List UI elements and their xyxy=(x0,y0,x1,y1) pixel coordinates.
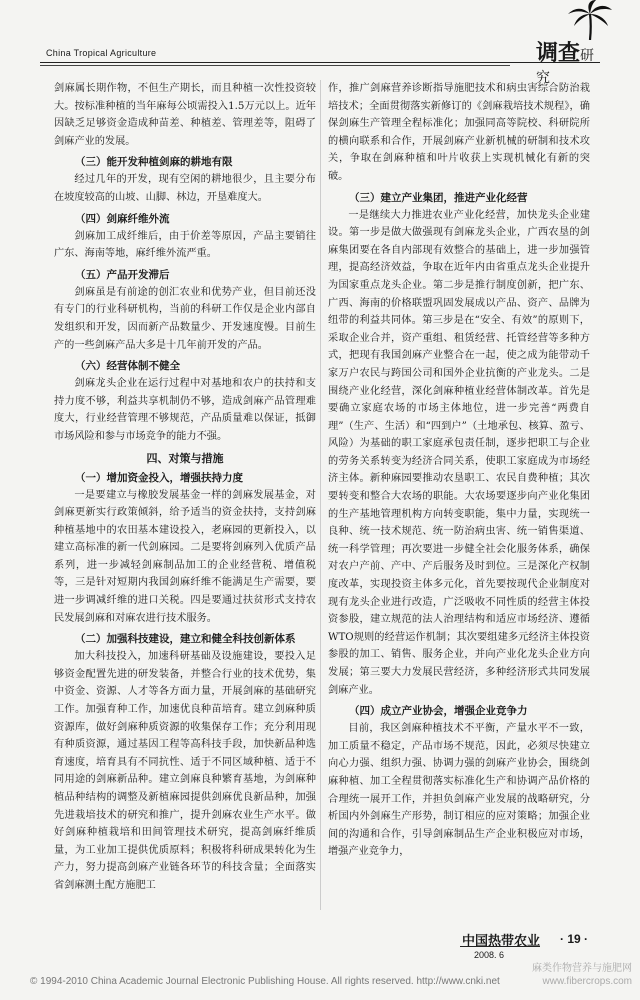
watermark-name: 麻类作物营养与施肥网 xyxy=(532,963,632,974)
column-divider xyxy=(320,80,321,910)
watermark-url: www.fibercrops.com xyxy=(542,976,632,987)
section-tag-sub: 研究 xyxy=(536,48,595,86)
section-heading: （四）剑麻纤维外流 xyxy=(75,212,170,225)
paragraph: 剑麻属长期作物，不但生产期长，而且种植一次性投资较大。按标准种植的当年麻每公顷需投入1.5万元以上。近年因缺乏足够资金造成种苗差、种植差、管理差等，阻碍了剑麻产业的发展。 xyxy=(54,83,316,147)
site-watermark xyxy=(532,962,632,988)
section-heading: （三）建立产业集团，推进产业化经营 xyxy=(349,191,528,204)
paragraph: 加大科技投入，加速科研基础及设施建设，要投入足够资金配置先进的研发装备，并整合行业的技术优势，集中资金、资源、人才等各方面力量，开展剑麻的基础研究工作。加强育种工作，加速优良种苗培育。建立剑麻种质资源库，做好剑麻种质资源的收集保存工作；充分利用现有种质资源，通过基因工程等高科技手段，加快新品种选育速度，培育具有不同抗性、适于不同区域种植、适于不同用途的剑麻新品种。建立剑麻良种繁育基地，为剑麻种植品种结构的调整及新植麻园提供剑麻优良新品种，加强先进栽培技术的研究和推广，提升剑麻农业生产水平。做好剑麻种植栽培和田间管理技术研究，提高剑麻纤维质量，为工业加工提供优质原料；积极将科研成果转化为生产力，努力提高剑麻产业链各环节的科技含量；全面落实省剑麻测土配方施肥工 xyxy=(54,651,316,891)
section-heading: （六）经营体制不健全 xyxy=(75,360,180,373)
paragraph: 一是要建立与橡胶发展基金一样的剑麻发展基金，对剑麻更新实行政策倾斜，给予适当的资金扶持，支持剑麻种植基地中的农田基本建设投入，老麻园的更新投入，以建立高标准的新一代剑麻园。二是要将剑麻列入优质产品系列，进一步减轻剑麻制品加工的企业经营税、增值税等，三是针对短期内我国剑麻纤维不能满足生产需要，要进一步调减纤维的进口关税。四是要通过扶贫形式支持农民发展剑麻和对麻农进行技术服务。 xyxy=(54,489,316,624)
footer-issue-date: 2008. 6 xyxy=(474,950,505,960)
paragraph: 目前，我区剑麻种植技术不平衡，产量水平不一致，加工质量不稳定，产品市场不规范，因此，必须尽快建立向心力强、组织力强、协调力强的剑麻产业协会，围绕剑麻种植、加工全程贯彻落实标准化生产和协调产品价格的合理统一展开工作，并担负剑麻产业发展的战略研究，分析国内外剑麻生产形势，制订相应的应对策略；加强企业间的沟通和合作，引导剑麻制品生产企业积极应对市场，增强产业竞争力， xyxy=(328,723,590,858)
paragraph: 剑麻虽是有前途的创汇农业和优势产业，但目前还没有专门的行业科研机构，当前的科研工作仅是企业内部自发组织和开发，因而新产品数量少、开发速度慢。目前生产的一些剑麻产品大多是十几年前开发的产品。 xyxy=(54,286,316,351)
paragraph: 经过几年的开发，现有空闲的耕地很少，且主要分布在坡度较高的山坡、山脚、林边，开垦难度大。 xyxy=(54,174,316,203)
header-rule xyxy=(40,62,600,63)
paragraph: 作，推广剑麻营养诊断指导施肥技术和病虫害综合防治栽培技术；全面贯彻落实新修订的《剑麻栽培技术规程》，确保剑麻生产管理全程标准化；加强同高等院校、科研院所的横向联系和合作，开展剑麻产业新机械的研制和技术攻关，争取在剑麻种植和叶片收获上实现机械化有新的突破。 xyxy=(328,83,590,182)
paragraph: 一是继续大力推进农业产业化经营，加快龙头企业建设。第一步是做大做强现有剑麻龙头企业，广西农垦的剑麻集团要在各自内部现有效整合的基础上，进一步加强管理，提高经济效益，争取在近年内由省重点龙头企业提升为国家重点龙头企业。第二步是推行制度创新，把广东、广西、海南的价格联盟巩固发展成以产品、资产、品牌为纽带的利益共同体。第三步是在“安全、有效”的原则下，采取企业合并，资产重组、租赁经营、托管经营等多种方式，把现有我国剑麻产业整合在一起，使之成为能带动千家万户农民与跨国公司和国外企业抗衡的产业龙头。二是围绕产业化经营，深化剑麻种植业经营体制改革。首先是要确立家庭农场的市场主体地位，进一步完善“两费自理”（生产、生活）和“四到户”（土地承包、核算、盈亏、风险）为基础的职工家庭承包责任制，逐步把职工与企业的劳务关系转变为经济合同关系，使职工家庭成为市场经济主体。新种麻园要推动农垦职工、农民自费种植；其次要转变和整合大农场的职能。大农场要逐步向产业化集团的生产基地管理机构方向转变职能，集中力量，实现统一良种、统一技术规范、统一防治病虫害、统一销售渠道、统一科学管理；再次要进一步健全社会化服务体系，确保对农户产前、产中、产后服务及时到位。三是深化产权制度改革，实现投资主体多元化，首先要按现代企业制度对现有龙头企业进行改造，广泛吸收不同性质的经营主体投资参股，建立规范的法人治理结构和适应市场经济、遵循WTO规则的经营运作机制；其次要组建多元经济主体投资参股的加工、销售、服务企业，并向产业化龙头企业方向发展；第三要大力发展民营经济，多种经济形式共同发展剑麻产业。 xyxy=(328,209,590,696)
left-column xyxy=(54,80,316,895)
section-heading: （三）能开发种植剑麻的耕地有限 xyxy=(75,156,233,169)
right-column xyxy=(328,80,590,861)
palm-tree-icon xyxy=(566,0,614,40)
section-heading: （二）加强科技建设，建立和健全科技创新体系 xyxy=(75,633,296,646)
section-tag-main: 调查 xyxy=(536,41,581,66)
paragraph: 剑麻龙头企业在运行过程中对基地和农户的扶持和支持力度不够，利益共享机制仍不够，造成剑麻产品管理难度大，行业经营管理不够规范，产品质量难以保证，抵御市场风险和参与市场竞争的能力不强。 xyxy=(54,378,316,442)
page-number: · 19 · xyxy=(560,932,589,946)
section-heading: （五）产品开发滞后 xyxy=(75,268,170,281)
journal-english-title: China Tropical Agriculture xyxy=(46,48,157,58)
section-heading: （一）增加资金投入，增强扶持力度 xyxy=(75,471,243,484)
footer-journal-name: 中国热带农业 xyxy=(462,934,541,949)
page-header xyxy=(40,36,600,86)
paragraph: 剑麻加工成纤维后，由于价差等原因，产品主要销往广东、海南等地，麻纤维外流严重。 xyxy=(54,230,316,260)
header-rule-thin xyxy=(40,65,510,66)
section-heading: 四、对策与措施 xyxy=(146,451,224,465)
section-heading: （四）成立产业协会，增强企业竞争力 xyxy=(349,705,528,718)
copyright-notice: © 1994-2010 China Academic Journal Electronic Publishing House. All rights reserved. http://www.cnki.net xyxy=(30,976,500,987)
footer-rule xyxy=(460,946,540,947)
